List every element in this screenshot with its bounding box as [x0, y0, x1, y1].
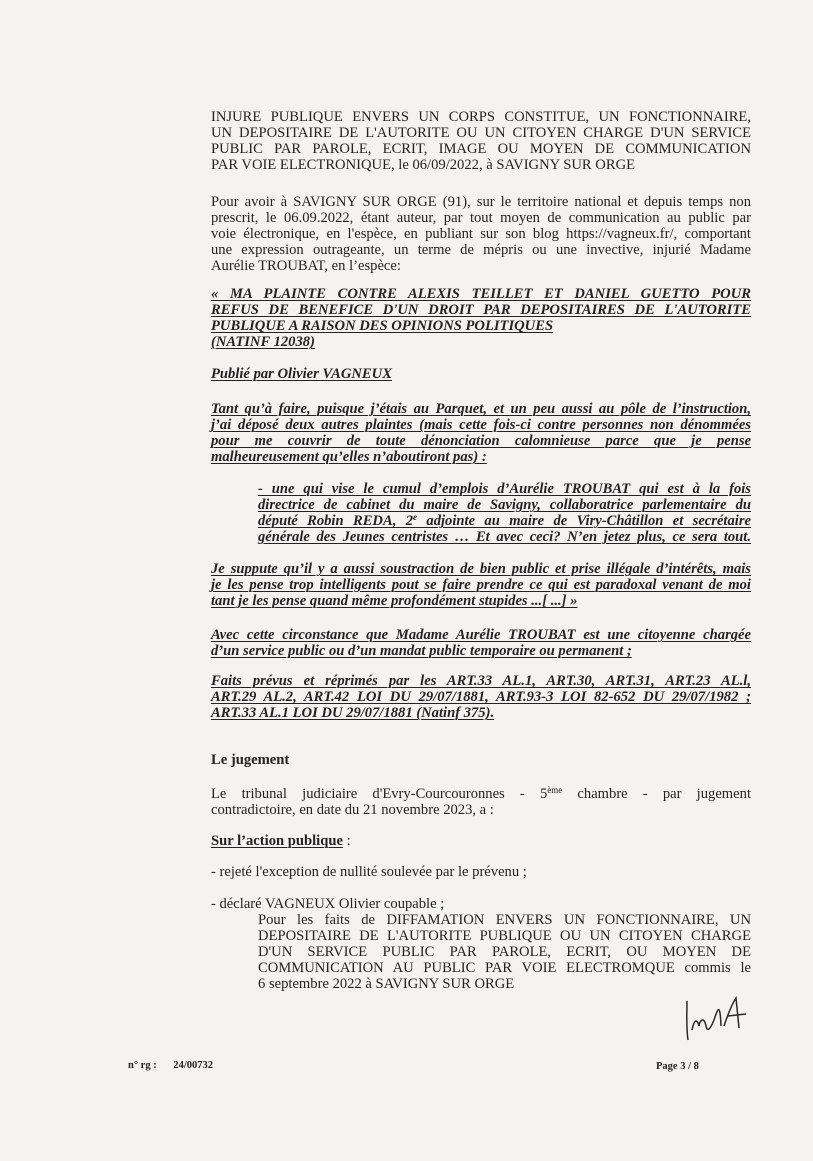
quote-bullet-line: directrice de cabinet du maire de Savigny, collaboratrice parlementaire du	[258, 497, 751, 513]
quote-line: malheureusement qu’elles n’aboutiront pas) :	[211, 449, 487, 465]
detail-line: 6 septembre 2022 à SAVIGNY SUR ORGE	[258, 976, 515, 992]
legal-line: ART.33 AL.1 LOI DU 29/07/1881 (Natinf 375).	[211, 705, 495, 721]
jugement-line: contradictoire, en date du 21 novembre 2023, a :	[211, 802, 494, 818]
jugement-heading: Le jugement	[211, 752, 290, 768]
published-by: Publié par Olivier VAGNEUX	[211, 366, 392, 382]
quote-title	[211, 286, 751, 350]
page-number: Page 3 / 8	[656, 1061, 699, 1072]
legal-line: Faits prévus et réprimés par les ART.33 AL.1, ART.30, ART.31, ART.23 AL.l,	[211, 673, 751, 689]
case-number-value: 24/00732	[173, 1060, 213, 1071]
quote-paragraph-2	[211, 561, 751, 609]
case-number	[128, 1060, 213, 1071]
quote-title-line: PUBLIQUE A RAISON DES OPINIONS POLITIQUES	[211, 318, 554, 334]
title-line: INJURE PUBLIQUE ENVERS UN CORPS CONSTITUE, UN FONCTIONNAIRE,	[211, 109, 751, 125]
decision-item: - déclaré VAGNEUX Olivier coupable ;	[211, 896, 445, 912]
circumstance-line: Avec cette circonstance que Madame Aurélie TROUBAT est une citoyenne chargée	[211, 627, 751, 643]
quote-title-line: (NATINF 12038)	[211, 334, 315, 350]
intro-line: Pour avoir à SAVIGNY SUR ORGE (91), sur le territoire national et depuis temps non	[211, 194, 751, 210]
jugement-line: Le tribunal judiciaire d'Evry-Courcouronnes - 5ème chambre - par jugement	[211, 785, 751, 802]
legal-line: ART.29 AL.2, ART.42 LOI DU 29/07/1881, ART.93-3 LOI 82-652 DU 29/07/1982 ;	[211, 689, 751, 705]
quote-title-line: « MA PLAINTE CONTRE ALEXIS TEILLET ET DANIEL GUETTO POUR	[211, 286, 751, 302]
quote-bullet-line: - une qui vise le cumul d’emplois d’Aurélie TROUBAT qui est à la fois	[258, 481, 751, 497]
quote-title-line: REFUS DE BENEFICE D'UN DROIT PAR DEPOSITAIRES DE L'AUTORITE	[211, 302, 751, 318]
legal-references	[211, 673, 751, 721]
circumstance-line: d’un service public ou d’un mandat public temporaire ou permanent ;	[211, 643, 632, 659]
offense-title	[211, 109, 751, 173]
detail-line: COMMUNICATION AU PUBLIC PAR VOIE ELECTROMQUE commis le	[258, 960, 751, 976]
decision-item: - rejeté l'exception de nullité soulevée par le prévenu ;	[211, 864, 527, 880]
initials-signature	[684, 996, 754, 1044]
quote-line: Je suppute qu’il y a aussi soustraction de bien public et prise illégale d’intérêts, mais	[211, 561, 751, 577]
title-line: PUBLIC PAR PAROLE, ECRIT, IMAGE OU MOYEN DE COMMUNICATION	[211, 141, 751, 157]
quote-line: je les pense trop intelligents pout se faire prendre ce qui est paradoxal venant de moi	[211, 577, 751, 593]
intro-line: Aurélie TROUBAT, en l’espèce:	[211, 258, 401, 274]
detail-line: DEPOSITAIRE DE L'AUTORITE PUBLIQUE OU UN CITOYEN CHARGE	[258, 928, 751, 944]
quote-bullet-line: député Robin REDA, 2e adjointe au maire de Viry-Châtillon et secrétaire	[258, 512, 751, 529]
case-number-label: n° rg :	[128, 1060, 157, 1071]
detail-line: Pour les faits de DIFFAMATION ENVERS UN FONCTIONNAIRE, UN	[258, 912, 751, 928]
quote-bullet-line: générale des Jeunes centristes … Et avec ceci? N’en jetez plus, ce sera tout.	[258, 529, 751, 545]
quote-bullet	[258, 481, 751, 545]
intro-line: prescrit, le 06.09.2022, étant auteur, par tout moyen de communication au public par	[211, 210, 751, 226]
title-line: UN DEPOSITAIRE DE L'AUTORITE OU UN CITOYEN CHARGE D'UN SERVICE	[211, 125, 751, 141]
action-publique-heading: Sur l’action publique :	[211, 833, 351, 849]
quote-line: Tant qu’à faire, puisque j’étais au Parquet, et un peu aussi au pôle de l’instruction,	[211, 401, 751, 417]
intro-line: une expression outrageante, un terme de mépris ou une invective, injurié Madame	[211, 242, 751, 258]
circumstance-paragraph	[211, 627, 751, 659]
intro-paragraph	[211, 194, 751, 274]
title-line: PAR VOIE ELECTRONIQUE, le 06/09/2022, à SAVIGNY SUR ORGE	[211, 157, 636, 173]
quote-line: j’ai déposé deux autres plaintes (mais cette fois-ci contre personnes non dénommées	[211, 417, 751, 433]
decision-detail	[258, 912, 751, 992]
intro-line: voie électronique, en l'espèce, en publiant sur son blog https://vagneux.fr/, comportant	[211, 226, 751, 242]
jugement-paragraph	[211, 786, 751, 818]
quote-line: tant je les pense quand même profondément stupides ...[ ...] »	[211, 593, 578, 609]
quote-paragraph-1	[211, 401, 751, 465]
quote-line: pour me couvrir de toute dénonciation calomnieuse parce que je pense	[211, 433, 751, 449]
detail-line: D'UN SERVICE PUBLIC PAR PAROLE, ECRIT, OU MOYEN DE	[258, 944, 751, 960]
